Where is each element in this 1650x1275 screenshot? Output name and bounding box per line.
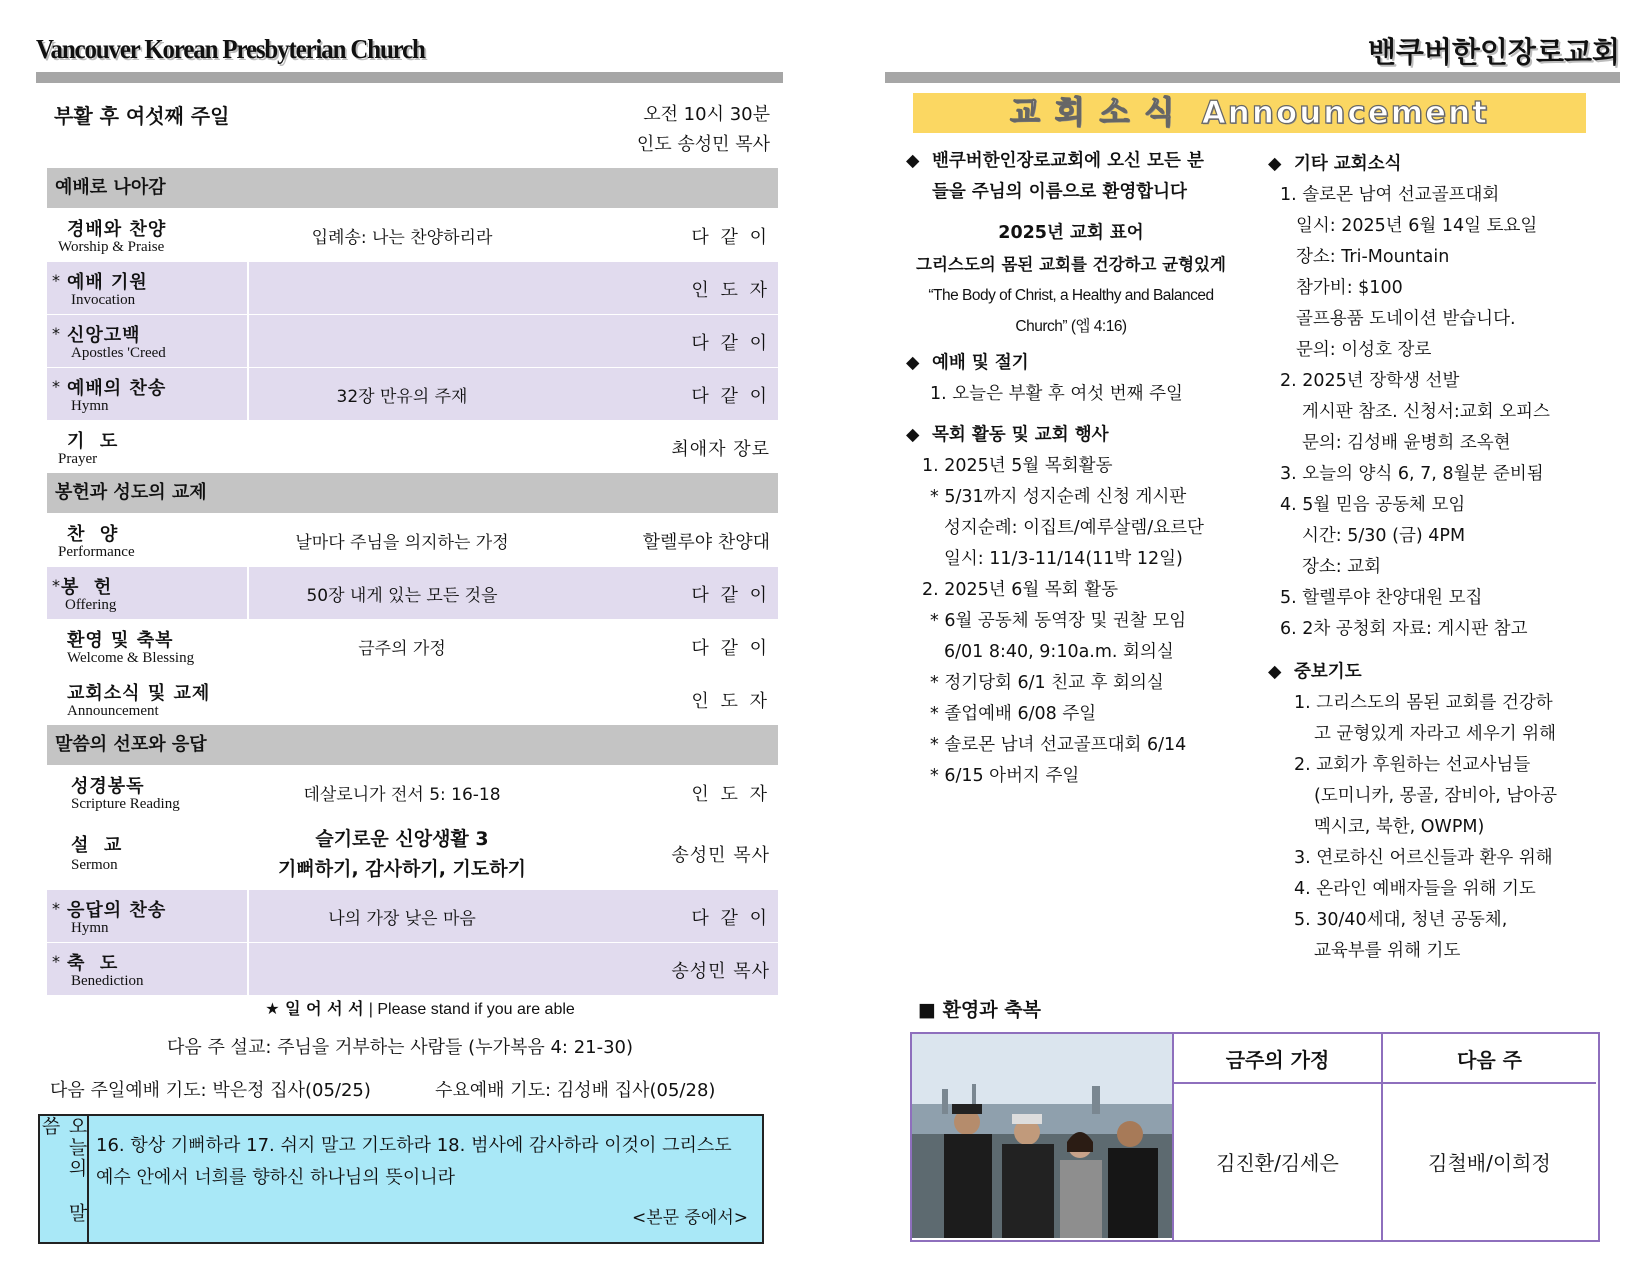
stand-marker: * (52, 271, 60, 290)
item-title-ko: 예배 기원 (67, 272, 148, 293)
item-leader: 송성민 목사 (671, 845, 770, 866)
pastoral-heading (906, 420, 1236, 451)
item-title-en: Prayer (58, 451, 98, 467)
item-leader: 다 같 이 (691, 638, 770, 659)
order-row (47, 619, 778, 672)
stand-marker: * (52, 899, 60, 918)
order-of-worship (47, 168, 778, 995)
pastoral-item: * 6월 공동체 동역장 및 권찰 모임 (930, 611, 1187, 631)
item-title-ko: 성경봉독 (71, 776, 145, 797)
todays-word-text: 16. 항상 기뻐하라 17. 쉬지 말고 기도하라 18. 범사에 감사하라 이것이 그리스도 예수 안에서 너희를 향하신 하나님의 뜻이니라 (96, 1135, 732, 1188)
todays-word-source: <본문 중에서> (631, 1208, 748, 1228)
diamond-bullet-icon: ◆ (1268, 154, 1282, 174)
item-leader: 다 같 이 (691, 908, 770, 929)
todays-word-label: 오늘의 말씀 (40, 1116, 89, 1242)
stand-marker: * (52, 576, 60, 595)
item-title-en: Hymn (71, 398, 109, 414)
other-item: 5. 할렐루야 찬양대원 모집 (1280, 588, 1483, 608)
other-item: 골프용품 도네이션 받습니다. (1296, 309, 1516, 329)
header-rule-right (885, 72, 1620, 83)
other-heading (1268, 149, 1608, 180)
worship-heading (906, 348, 1236, 379)
sermon-title-line1: 슬기로운 신앙생활 3 (315, 828, 489, 850)
other-item: 참가비: $100 (1296, 278, 1403, 298)
stand-note-ko: ★ 일 어 서 서 (265, 999, 364, 1018)
order-row (47, 314, 778, 367)
item-title-ko: 교회소식 및 교제 (67, 683, 211, 704)
item-leader: 인 도 자 (691, 280, 770, 301)
family-photo-illustration (912, 1034, 1172, 1238)
announcement-banner (913, 93, 1586, 133)
order-row (47, 513, 778, 566)
announcement-col-left (906, 146, 1236, 792)
pastoral-item: * 졸업예배 6/08 주일 (930, 704, 1097, 724)
welcome-heading: ■ 환영과 축복 (918, 999, 1041, 1021)
stand-note (0, 996, 840, 1019)
pastoral-heading-text: 목회 활동 및 교회 행사 (932, 425, 1109, 445)
motto-en-2: Church” (엡 4:16) (1015, 318, 1127, 335)
next-sermon: 다음 주 설교: 주님을 거부하는 사람들 (누가복음 4: 21-30) (166, 1037, 634, 1058)
diamond-bullet-icon: ◆ (906, 353, 920, 373)
item-title-en: Performance (58, 544, 135, 560)
other-item: 4. 5월 믿음 공동체 모임 (1280, 495, 1466, 515)
other-item: 1. 솔로몬 남여 선교골프대회 (1280, 185, 1500, 205)
item-title-ko: 기 도 (67, 431, 119, 452)
other-item: 일시: 2025년 6월 14일 토요일 (1296, 216, 1538, 236)
prayer-item: 4. 온라인 예배자들을 위해 기도 (1294, 879, 1536, 899)
church-name-ko: 밴쿠버한인장로교회 (1367, 35, 1620, 69)
prayer-item: (도미니카, 몽골, 잠비아, 남아공 (1314, 786, 1558, 806)
service-time-text: 오전 10시 30분 (643, 104, 770, 125)
wednesday-prayer: 수요예배 기도: 김성배 집사(05/28) (435, 1080, 716, 1101)
prayer-heading (1268, 657, 1608, 688)
other-item: 6. 2차 공청회 자료: 게시판 참고 (1280, 619, 1528, 639)
item-detail: 금주의 가정 (358, 638, 446, 659)
prayer-item: 1. 그리스도의 몸된 교회를 건강하 (1294, 693, 1553, 713)
item-title-en: Worship & Praise (58, 239, 165, 255)
pastoral-item: * 5/31까지 성지순례 신청 게시판 (930, 487, 1187, 507)
prayer-item: 5. 30/40세대, 청년 공동체, (1294, 910, 1508, 930)
item-leader: 인 도 자 (691, 784, 770, 805)
item-title-ko: 봉 헌 (61, 577, 113, 598)
pastoral-item: 2. 2025년 6월 목회 활동 (922, 580, 1119, 600)
welcome-block (906, 146, 1236, 208)
prayer-item: 교육부를 위해 기도 (1314, 941, 1461, 961)
item-title-en: Invocation (71, 292, 136, 308)
order-row (47, 367, 778, 420)
sermon-title-line2: 기뻐하기, 감사하기, 기도하기 (278, 858, 526, 880)
welcome-line2: 들을 주님의 이름으로 환영합니다 (932, 182, 1187, 202)
next-week-family-header: 다음 주 (1383, 1034, 1596, 1084)
pastoral-item: * 6/15 아버지 주일 (930, 766, 1080, 786)
item-title-ko: 설 교 (71, 835, 123, 856)
diamond-bullet-icon: ◆ (906, 425, 920, 445)
pastoral-item: 6/01 8:40, 9:10a.m. 회의실 (944, 642, 1174, 662)
diamond-bullet-icon: ◆ (1268, 662, 1282, 682)
other-item: 장소: Tri-Mountain (1296, 247, 1450, 267)
sermon-title (247, 819, 557, 889)
family-photo (912, 1034, 1174, 1238)
motto-year: 2025년 교회 표어 (998, 223, 1144, 243)
other-list (1268, 180, 1608, 645)
item-detail: 데살로니가 전서 5: 16-18 (303, 784, 501, 805)
item-detail: 50장 내게 있는 모든 것을 (306, 585, 498, 606)
item-title-en: Announcement (67, 703, 159, 719)
order-row (47, 889, 778, 942)
item-detail: 32장 만유의 주재 (336, 386, 468, 407)
other-item: 장소: 교회 (1302, 557, 1382, 577)
worship-heading-text: 예배 및 절기 (932, 353, 1029, 373)
item-title-en: Apostles 'Creed (71, 345, 166, 361)
pastoral-list (906, 451, 1236, 792)
item-detail: 날마다 주님을 의지하는 가정 (295, 532, 509, 553)
next-week-family: 김철배/이희정 (1428, 1150, 1551, 1175)
this-week-family-header: 금주의 가정 (1174, 1034, 1381, 1084)
other-item: 문의: 이성호 장로 (1296, 340, 1432, 360)
section-header: 예배로 나아감 (47, 168, 778, 208)
motto-ko: 그리스도의 몸된 교회를 건강하고 균형있게 (916, 255, 1226, 274)
item-leader: 송성민 목사 (671, 961, 770, 982)
motto-en-1: “The Body of Christ, a Healthy and Balanced (928, 287, 1214, 304)
prayer-item: 고 균형있게 자라고 세우기 위해 (1314, 724, 1557, 744)
item-title-ko: 찬 양 (67, 524, 119, 545)
stand-note-en: | Please stand if you are able (368, 1001, 575, 1018)
item-title-en: Offering (65, 597, 117, 613)
order-row (47, 672, 778, 725)
prayer-item: 3. 연로하신 어르신들과 환우 위해 (1294, 848, 1553, 868)
item-title-ko: 환영 및 축복 (67, 630, 174, 651)
pastoral-item: 성지순례: 이집트/예루살렘/요르단 (944, 518, 1204, 538)
order-row (47, 208, 778, 261)
item-title-en: Benediction (71, 973, 144, 989)
other-item: 2. 2025년 장학생 선발 (1280, 371, 1460, 391)
this-week-family: 김진환/김세은 (1216, 1150, 1339, 1175)
pastoral-item: * 솔로몬 남녀 선교골프대회 6/14 (930, 735, 1187, 755)
other-item: 3. 오늘의 양식 6, 7, 8월분 준비됨 (1280, 464, 1544, 484)
pastoral-item: 일시: 11/3-11/14(11박 12일) (944, 549, 1183, 569)
church-name-en: Vancouver Korean Presbyterian Church (36, 34, 425, 64)
item-leader: 다 같 이 (691, 585, 770, 606)
item-detail: 입례송: 나는 찬양하리라 (311, 227, 493, 248)
order-row (47, 566, 778, 619)
item-title-ko: 경배와 찬양 (67, 219, 167, 240)
order-row (47, 765, 778, 818)
item-leader: 다 같 이 (691, 333, 770, 354)
prayer-list (1268, 688, 1608, 967)
stand-marker: * (52, 952, 60, 971)
prayer-item: 2. 교회가 후원하는 선교사님들 (1294, 755, 1531, 775)
worship-item: 1. 오늘은 부활 후 여섯 번째 주일 (930, 384, 1183, 404)
header-rule-left (36, 72, 783, 83)
other-item: 게시판 참조. 신청서:교회 오피스 (1302, 402, 1550, 422)
order-row (47, 818, 778, 889)
item-leader: 다 같 이 (691, 227, 770, 248)
item-title-ko: 예배의 찬송 (67, 378, 167, 399)
item-title-en: Sermon (71, 857, 118, 873)
sunday-title: 부활 후 여섯째 주일 (54, 104, 230, 128)
item-leader: 할렐루야 찬양대 (642, 532, 770, 553)
item-title-ko: 신앙고백 (67, 325, 141, 346)
order-row (47, 261, 778, 314)
todays-word-box (38, 1114, 764, 1244)
pastoral-item: 1. 2025년 5월 목회활동 (922, 456, 1113, 476)
welcome-table (910, 1032, 1600, 1242)
prayer-heading-text: 중보기도 (1294, 662, 1362, 682)
item-leader: 인 도 자 (691, 691, 770, 712)
welcome-line1: 밴쿠버한인장로교회에 오신 모든 분 (932, 151, 1204, 171)
item-title-en: Hymn (71, 920, 109, 936)
item-title-en: Welcome & Blessing (67, 650, 195, 666)
stand-marker: * (52, 377, 60, 396)
order-row (47, 942, 778, 995)
section-header: 봉헌과 성도의 교제 (47, 473, 778, 513)
other-item: 시간: 5/30 (금) 4PM (1302, 526, 1466, 546)
item-title-en: Scripture Reading (71, 796, 180, 812)
other-heading-text: 기타 교회소식 (1294, 154, 1402, 174)
service-time (637, 100, 770, 160)
stand-marker: * (52, 324, 60, 343)
item-leader: 최애자 장로 (671, 439, 770, 460)
section-header: 말씀의 선포와 응답 (47, 725, 778, 765)
next-sunday-prayer: 다음 주일예배 기도: 박은정 집사(05/25) (50, 1080, 371, 1101)
other-item: 문의: 김성배 윤병희 조옥현 (1302, 433, 1511, 453)
prayer-item: 멕시코, 북한, OWPM) (1314, 817, 1485, 837)
item-title-ko: 축 도 (67, 953, 119, 974)
diamond-bullet-icon: ◆ (906, 151, 920, 171)
announcement-title: 교 회 소 식 Announcement (1010, 95, 1489, 131)
pastoral-item: * 정기당회 6/1 친교 후 회의실 (930, 673, 1164, 693)
item-title-ko: 응답의 찬송 (67, 900, 167, 921)
item-detail: 나의 가장 낮은 마음 (328, 908, 476, 929)
item-leader: 다 같 이 (691, 386, 770, 407)
order-row (47, 420, 778, 473)
announcement-col-right (1268, 149, 1608, 967)
service-leader: 인도 송성민 목사 (636, 134, 770, 155)
